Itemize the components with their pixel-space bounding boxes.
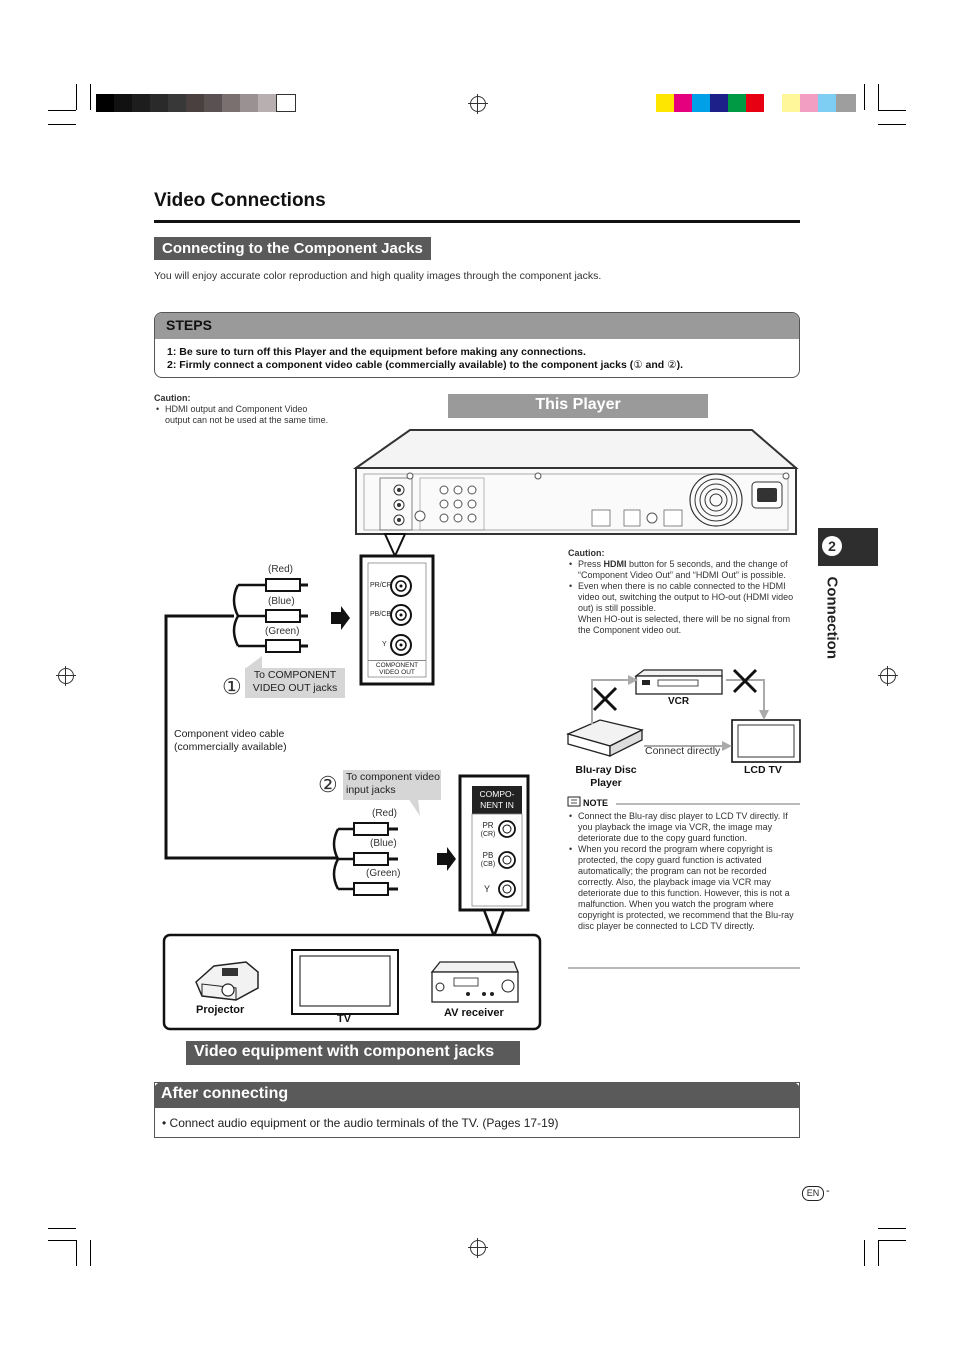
after-connecting-text: • Connect audio equipment or the audio terminals of the TV. (Pages 17-19)	[162, 1116, 559, 1130]
av-receiver-label: AV receiver	[444, 1007, 504, 1019]
caution-right-item	[578, 559, 800, 581]
note-list	[568, 811, 800, 932]
after-connecting-heading: After connecting	[161, 1085, 289, 1102]
subsection-title: Connecting to the Component Jacks	[154, 237, 431, 260]
jack-label-pr: PR/CR	[370, 582, 392, 589]
marker-1: ①	[633, 359, 643, 371]
caution-item2-cont: When HO-out is selected, there will be no signal from the Component video out.	[578, 614, 791, 635]
step-marker-1: ①	[222, 674, 242, 699]
bluray-label: Blu-ray Disc Player	[575, 764, 637, 789]
bluray-player-icon	[568, 720, 642, 756]
jack-label-pb: PB/CB	[370, 611, 392, 618]
cable-color-label: (Green)	[366, 868, 401, 879]
cable-color-label: (Green)	[265, 626, 300, 637]
cross-icon	[594, 688, 616, 710]
component-in-y: Y	[484, 884, 491, 894]
cable-label: Component video cable (commercially available)	[174, 728, 287, 753]
tv-icon	[292, 950, 398, 1014]
step-1: 1: Be sure to turn off this Player and the equipment before making any connections.	[167, 346, 586, 358]
steps-heading: STEPS	[166, 317, 212, 333]
player-rear-icon	[356, 430, 796, 534]
jack-label-y: Y	[382, 641, 387, 648]
caution-item1-post: button for 5 seconds, and the change of “Component Video Out” and “HDMI Out” is possible.	[578, 559, 788, 580]
step-marker-2: ②	[318, 772, 338, 797]
this-player-label: This Player	[448, 394, 708, 418]
component-in-pr	[478, 821, 498, 839]
tv-label: TV	[337, 1013, 352, 1025]
av-receiver-icon	[432, 962, 518, 1002]
arrow-right-icon	[437, 847, 456, 871]
lcd-tv-icon	[732, 720, 800, 762]
cable-plugs-bottom	[334, 823, 401, 895]
caution-item2: Even when there is no cable connected to the HDMI video out, switching the output to HO-out (HDMI video out) is still possible.	[578, 581, 794, 613]
caution-left-title: Caution:	[154, 393, 191, 403]
component-in-pb	[478, 851, 498, 869]
step-2-suffix: ).	[676, 359, 683, 371]
lang-badge: EN	[802, 1186, 824, 1201]
caution-right-title: Caution:	[568, 548, 605, 558]
side-tab-number: 2	[822, 536, 842, 556]
lcd-tv-label: LCD TV	[744, 764, 782, 776]
arrow-right-icon	[331, 606, 350, 630]
vcr-label: VCR	[668, 696, 690, 707]
cable-color-label: (Blue)	[370, 838, 397, 849]
note-item: • When you record the program where copyright is protected, the copy guard function is activated automatically; the program can not be recorded correctly. Also, the playback image via VCR may deteriorate due to this function. However, this is not a malfunction. When you watch the program where copyright is protected, we recommend that the Blu-ray disc player be connected to LCD TV directly.	[578, 844, 800, 932]
note-title: NOTE	[583, 798, 609, 808]
projector-label: Projector	[196, 1004, 245, 1016]
cable-color-label: (Blue)	[268, 596, 295, 607]
component-in-pr-sub: (CR)	[480, 831, 496, 838]
connect-directly-label: Connect directly	[645, 745, 721, 757]
page-dash: -	[826, 1185, 830, 1197]
step-2-mid: and	[642, 359, 668, 371]
component-in-pb-label: PB	[482, 851, 494, 860]
step-2-prefix: 2: Firmly connect a component video cable (commercially available) to the component jacks (	[167, 359, 634, 371]
marker-2: ②	[667, 359, 677, 371]
caution-right-item	[578, 581, 800, 636]
to-component-out-label: To COMPONENT VIDEO OUT jacks	[252, 669, 338, 694]
to-component-in-label: To component video input jacks	[346, 771, 440, 796]
jack-caption: COMPONENT VIDEO OUT	[368, 660, 426, 676]
note-icon	[568, 797, 580, 806]
caution-item1-bold: HDMI	[603, 559, 627, 569]
component-in-pr-label: PR	[482, 821, 494, 830]
cable-color-label: (Red)	[372, 808, 398, 819]
note-item: • Connect the Blu-ray disc player to LCD TV directly. If you playback the image via VCR, the image may deteriorate due to the copy guard function.	[578, 811, 800, 844]
caution-left-item: • HDMI output and Component Video output can not be used at the same time.	[165, 404, 334, 426]
component-in-header: COMPO-NENT IN	[479, 789, 515, 810]
video-equipment-label: Video equipment with component jacks	[186, 1041, 520, 1065]
cable-plugs-top	[234, 579, 308, 652]
caution-right	[568, 548, 800, 636]
caution-item1-pre: Press	[578, 559, 604, 569]
intro-text: You will enjoy accurate color reproduction and high quality images through the component jacks.	[154, 270, 602, 282]
cable-color-label: (Red)	[268, 564, 294, 575]
vcr-icon	[636, 670, 722, 694]
side-tab-label: Connection	[823, 576, 841, 659]
component-in-pb-sub: (CB)	[480, 861, 496, 868]
section-title: Video Connections	[154, 190, 326, 211]
